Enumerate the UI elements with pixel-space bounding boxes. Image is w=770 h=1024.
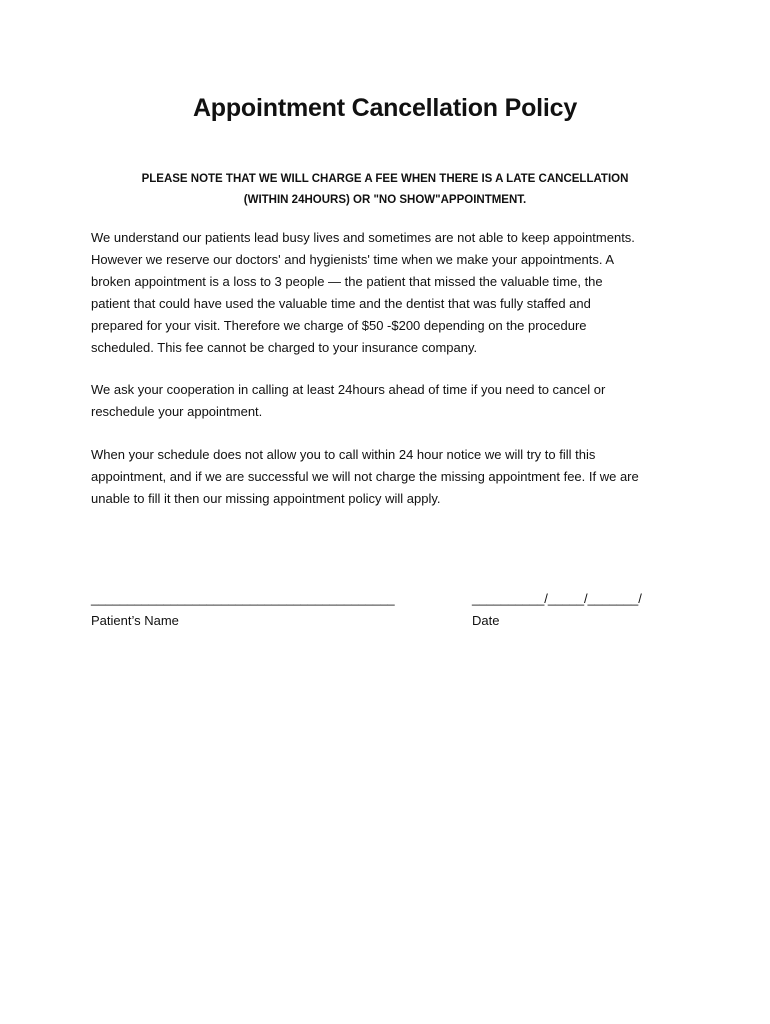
patient-name-label: Patient’s Name <box>91 613 179 628</box>
patient-name-signature-line[interactable]: __________________________________________ <box>91 591 395 606</box>
paragraph-line: We understand our patients lead busy lives and sometimes are not able to keep appointments. <box>91 230 635 245</box>
paragraph-line: scheduled. This fee cannot be charged to your insurance company. <box>91 340 478 355</box>
paragraph-line: However we reserve our doctors' and hygienists' time when we make your appointments. A <box>91 252 615 267</box>
paragraph-line: prepared for your visit. Therefore we charge of $50 -$200 depending on the procedure <box>91 318 587 333</box>
policy-paragraph-2 <box>91 379 691 423</box>
paragraph-line: appointment, and if we are successful we will not charge the missing appointment fee. If we are <box>91 469 639 484</box>
paragraph-line: unable to fill it then our missing appointment policy will apply. <box>91 491 441 506</box>
paragraph-line: reschedule your appointment. <box>91 404 263 419</box>
paragraph-line: broken appointment is a loss to 3 people — the patient that missed the valuable time, the <box>91 274 603 289</box>
paragraph-line: When your schedule does not allow you to call within 24 hour notice we will try to fill this <box>91 447 596 462</box>
fee-notice-line: PLEASE NOTE THAT WE WILL CHARGE A FEE WHEN THERE IS A LATE CANCELLATION <box>141 173 629 185</box>
date-label: Date <box>472 613 500 628</box>
policy-paragraph-3 <box>91 444 691 510</box>
date-signature-line[interactable]: __________/_____/_______/ <box>472 591 642 606</box>
page-title: Appointment Cancellation Policy <box>192 94 578 122</box>
paragraph-line: patient that could have used the valuable time and the dentist that was fully staffed and <box>91 296 591 311</box>
fee-notice-line: (WITHIN 24HOURS) OR "NO SHOW"APPOINTMENT. <box>243 194 527 206</box>
policy-paragraph-1 <box>91 227 691 359</box>
fee-notice <box>100 169 670 211</box>
paragraph-line: We ask your cooperation in calling at least 24hours ahead of time if you need to cancel or <box>91 382 606 397</box>
